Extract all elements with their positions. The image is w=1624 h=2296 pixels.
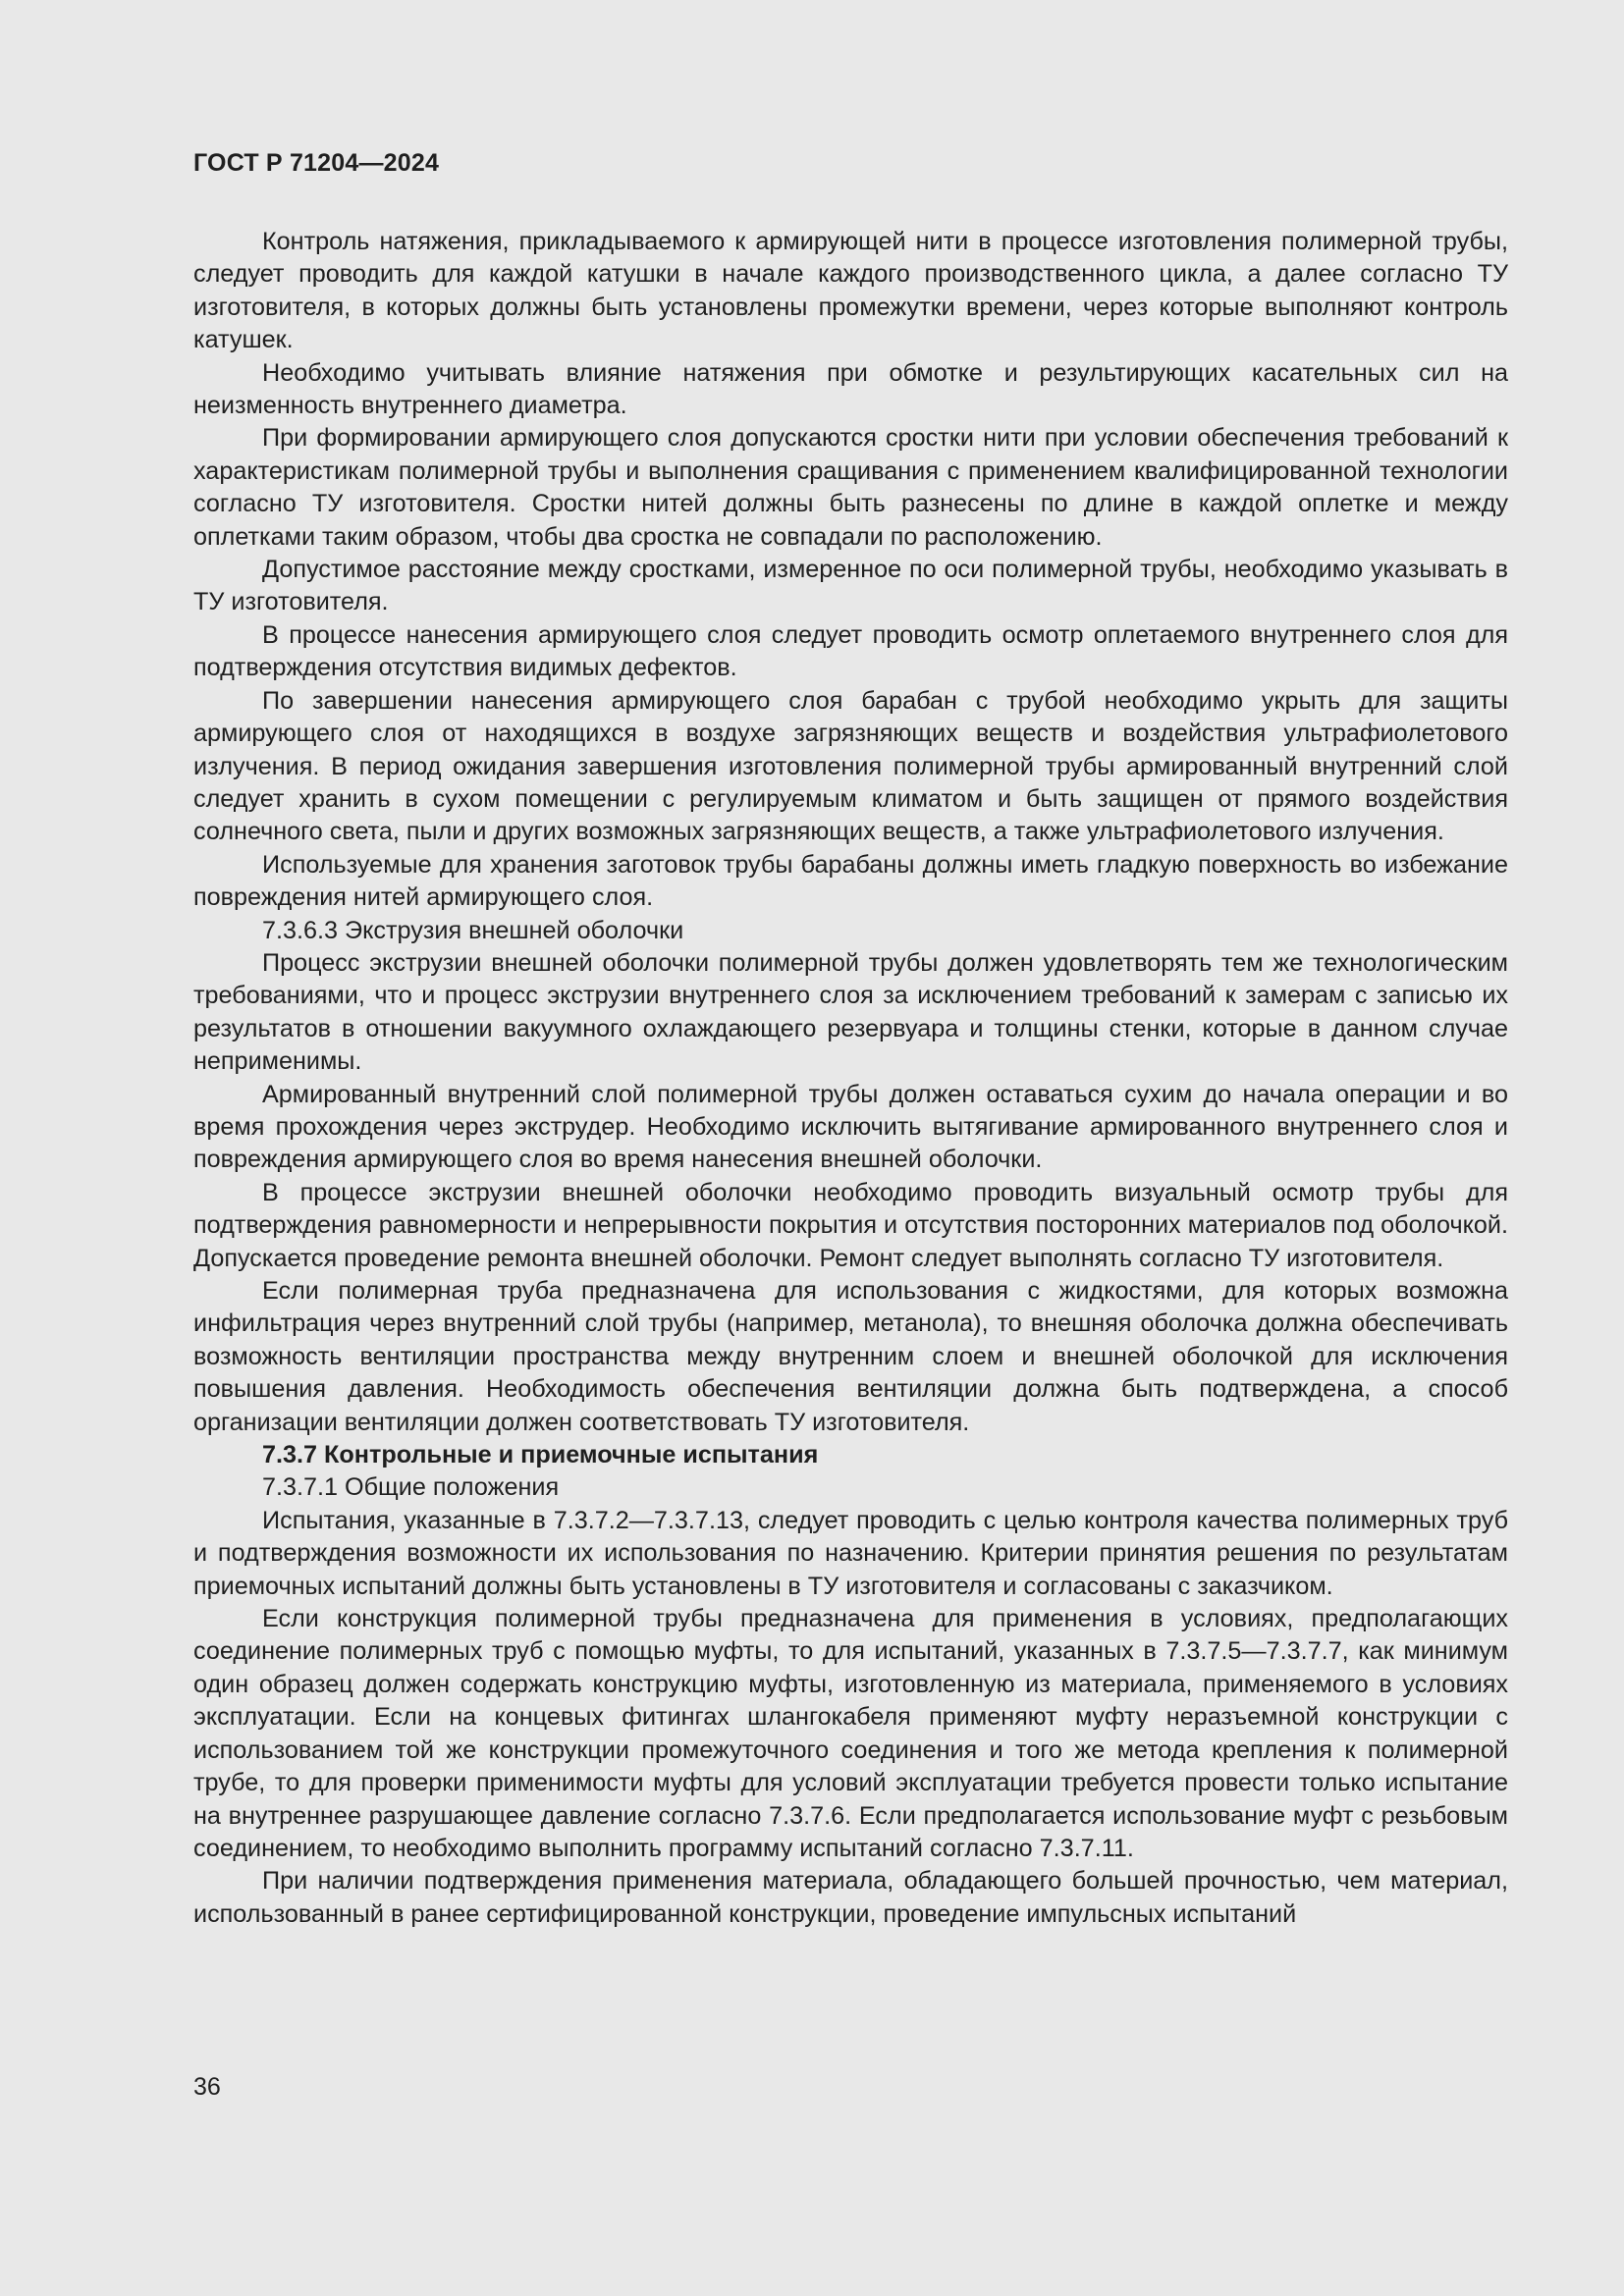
paragraph: Контроль натяжения, прикладываемого к армирующей нити в процессе изготовления полимерной трубы, следует проводить для каждой катушки в начале каждого производственного цикла, а далее согласно ТУ изготовителя, в которых должны быть установлены промежутки времени, через которые выполняют контроль катушек. xyxy=(193,228,1508,354)
page-number: 36 xyxy=(193,2073,221,2101)
paragraph: Необходимо учитывать влияние натяжения при обмотке и результирующих касательных сил на неизменность внутреннего диаметра. xyxy=(193,358,1508,420)
subsection-heading: 7.3.6.3 Экструзия внешней оболочки xyxy=(262,916,684,944)
section-heading: 7.3.7 Контрольные и приемочные испытания xyxy=(262,1441,819,1469)
paragraph: По завершении нанесения армирующего слоя барабан с трубой необходимо укрыть для защиты армирующего слоя от находящихся в воздухе загрязняющих веществ и воздействия ультрафиолетового излучения. В период ожидания завершения изготовления полимерной трубы армированный внутренний слой следует хранить в сухом помещении с регулируемым климатом и быть защищен от прямого воздействия солнечного света, пыли и других возможных загрязняющих веществ, а также ультрафиолетового излучения. xyxy=(193,686,1508,846)
paragraph: Используемые для хранения заготовок трубы барабаны должны иметь гладкую поверхность во избежание повреждения нитей армирующего слоя. xyxy=(193,850,1508,912)
paragraph: В процессе экструзии внешней оболочки необходимо проводить визуальный осмотр трубы для подтверждения равномерности и непрерывности покрытия и отсутствия посторонних материалов под оболочкой. Допускается проведение ремонта внешней оболочки. Ремонт следует выполнять согласно ТУ изготовителя. xyxy=(193,1178,1508,1272)
standard-header: ГОСТ Р 71204—2024 xyxy=(193,149,440,177)
paragraph: Армированный внутренний слой полимерной трубы должен оставаться сухим до начала операции и во время прохождения через экструдер. Необходимо исключить вытягивание армированного внутреннего слоя и повреждения армирующего слоя во время нанесения внешней оболочки. xyxy=(193,1080,1508,1174)
paragraph: Допустимое расстояние между сростками, измеренное по оси полимерной трубы, необходимо указывать в ТУ изготовителя. xyxy=(193,556,1508,616)
paragraph: Испытания, указанные в 7.3.7.2—7.3.7.13, следует проводить с целью контроля качества полимерных труб и подтверждения возможности их использования по назначению. Критерии принятия решения по результатам приемочных испытаний должны быть установлены в ТУ изготовителя и согласованы с заказчиком. xyxy=(193,1506,1508,1600)
subsection-heading: 7.3.7.1 Общие положения xyxy=(262,1473,560,1502)
paragraph: При формировании армирующего слоя допускаются сростки нити при условии обеспечения требований к характеристикам полимерной трубы и выполнения сращивания с применением квалифицированной технологии согласно ТУ изготовителя. Сростки нитей должны быть разнесены по длине в каждой оплетке и между оплетками таким образом, чтобы два сростка не совпадали по расположению. xyxy=(193,424,1508,551)
paragraph: В процессе нанесения армирующего слоя следует проводить осмотр оплетаемого внутреннего слоя для подтверждения отсутствия видимых дефектов. xyxy=(193,620,1508,682)
body-text xyxy=(193,226,1508,1931)
paragraph: Процесс экструзии внешней оболочки полимерной трубы должен удовлетворять тем же технологическим требованиями, что и процесс экструзии внутреннего слоя за исключением требований к замерам с записью их результатов в отношении вакуумного охлаждающего резервуара и толщины стенки, которые в данном случае неприменимы. xyxy=(193,948,1508,1076)
paragraph: Если полимерная труба предназначена для использования с жидкостями, для которых возможна инфильтрация через внутренний слой трубы (например, метанола), то внешняя оболочка должна обеспечивать возможность вентиляции пространства между внутренним слоем и внешней оболочкой для исключения повышения давления. Необходимость обеспечения вентиляции должна быть подтверждена, а способ организации вентиляции должен соответствовать ТУ изготовителя. xyxy=(193,1277,1508,1436)
paragraph: При наличии подтверждения применения материала, обладающего большей прочностью, чем материал, использованный в ранее сертифицированной конструкции, проведение импульсных испытаний xyxy=(193,1867,1508,1928)
paragraph: Если конструкция полимерной трубы предназначена для применения в условиях, предполагающих соединение полимерных труб с помощью муфты, то для испытаний, указанных в 7.3.7.5—7.3.7.7, как минимум один образец должен содержать конструкцию муфты, изготовленную из материала, применяемого в условиях эксплуатации. Если на концевых фитингах шлангокабеля применяют муфту неразъемной конструкции с использованием той же конструкции промежуточного соединения и того же метода крепления к полимерной трубе, то для проверки применимости муфты для условий эксплуатации требуется провести только испытание на внутреннее разрушающее давление согласно 7.3.7.6. Если предполагается использование муфт с резьбовым соединением, то необходимо выполнить программу испытаний согласно 7.3.7.11. xyxy=(193,1605,1508,1862)
